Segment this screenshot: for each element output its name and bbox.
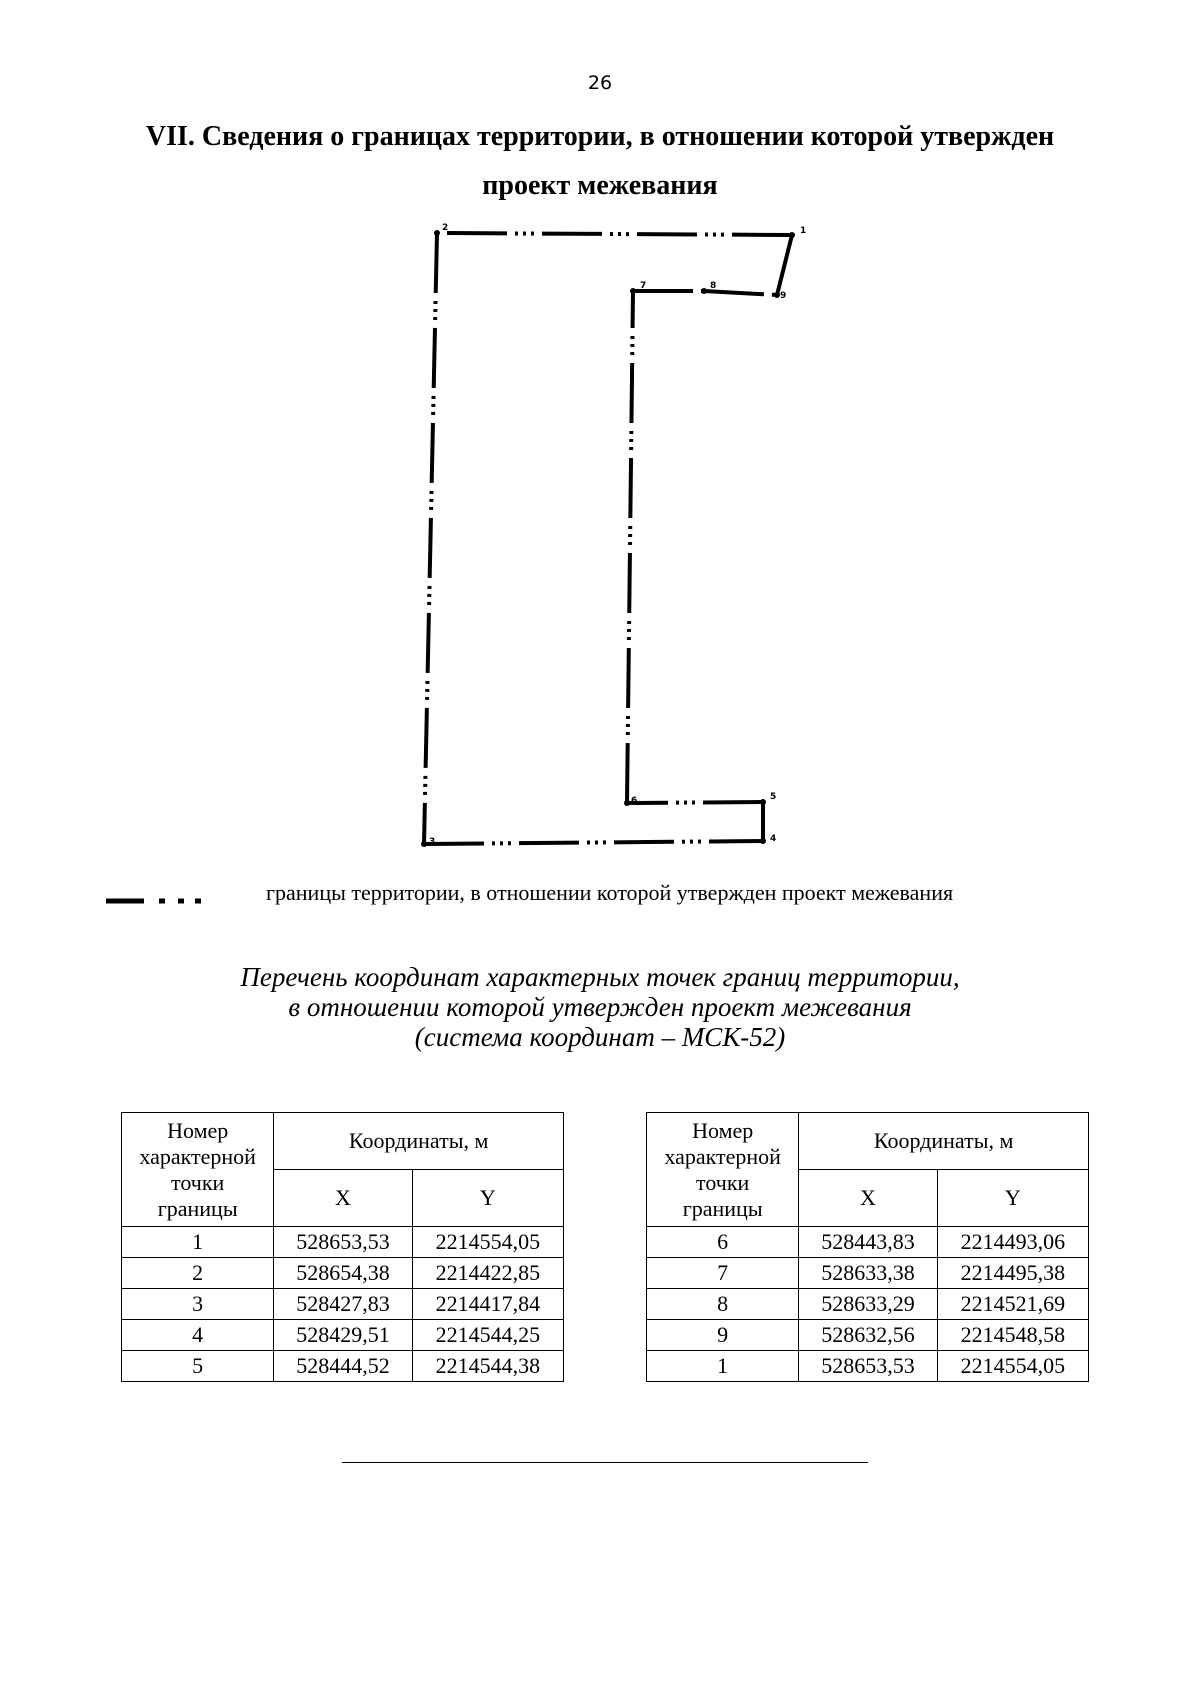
x-value: 528633,29 <box>799 1289 937 1320</box>
boundary-segment <box>432 423 433 483</box>
point-number-header <box>647 1113 799 1227</box>
x-value: 528444,52 <box>274 1351 412 1382</box>
boundary-point-label: 6 <box>631 796 638 806</box>
footer-rule <box>342 1462 868 1463</box>
boundary-lines <box>424 233 792 844</box>
header-text: Номер <box>692 1117 754 1143</box>
header-text: Номер <box>167 1117 229 1143</box>
point-number: 9 <box>647 1320 799 1351</box>
header-text: характерной <box>664 1143 781 1169</box>
caption-line-3: (система координат – МСК-52) <box>414 1022 786 1052</box>
x-value: 528632,56 <box>799 1320 937 1351</box>
caption-line-1: Перечень координат характерных точек границ территории, <box>240 962 960 992</box>
boundary-point <box>421 841 427 847</box>
y-value: 2214521,69 <box>937 1289 1088 1320</box>
point-number: 5 <box>122 1351 274 1382</box>
header-text: границы <box>682 1195 763 1221</box>
point-number: 6 <box>647 1227 799 1258</box>
boundary-segment <box>436 233 437 293</box>
y-value: 2214495,38 <box>937 1258 1088 1289</box>
boundary-segment <box>631 363 632 423</box>
y-value: 2214493,06 <box>937 1227 1088 1258</box>
boundary-points <box>421 223 806 847</box>
legend-label: границы территории, в отношении которой утвержден проект межевания <box>266 880 954 905</box>
point-number: 4 <box>122 1320 274 1351</box>
x-value: 528427,83 <box>274 1289 412 1320</box>
x-value: 528443,83 <box>799 1227 937 1258</box>
point-number: 3 <box>122 1289 274 1320</box>
y-header: Y <box>937 1170 1088 1227</box>
boundary-point-label: 7 <box>640 281 647 291</box>
table-row <box>647 1320 1089 1351</box>
boundary-segment <box>434 328 435 388</box>
boundary-segment <box>627 743 628 803</box>
table-row <box>647 1227 1089 1258</box>
boundary-segment <box>424 803 425 844</box>
y-value: 2214548,58 <box>937 1320 1088 1351</box>
boundary-point <box>434 230 440 236</box>
boundary-segment <box>777 237 792 295</box>
boundary-segment <box>629 553 630 613</box>
y-value: 2214417,84 <box>412 1289 563 1320</box>
table-row <box>122 1351 564 1382</box>
boundary-point-label: 5 <box>770 792 777 802</box>
coordinates-table-right <box>646 1112 1089 1382</box>
table-row <box>122 1227 564 1258</box>
point-number: 7 <box>647 1258 799 1289</box>
header-text: границы <box>157 1195 238 1221</box>
table-row <box>122 1258 564 1289</box>
boundary-point <box>701 288 707 294</box>
boundary-point-label: 3 <box>429 837 436 847</box>
y-value: 2214554,05 <box>937 1351 1088 1382</box>
y-value: 2214544,38 <box>412 1351 563 1382</box>
x-header: X <box>274 1170 412 1227</box>
boundary-point <box>624 800 630 806</box>
point-number: 8 <box>647 1289 799 1320</box>
x-value: 528653,53 <box>799 1351 937 1382</box>
boundary-point-label: 8 <box>710 281 717 291</box>
boundary-segment <box>519 843 579 844</box>
y-value: 2214554,05 <box>412 1227 563 1258</box>
table-row <box>647 1289 1089 1320</box>
boundary-point <box>760 838 766 844</box>
point-number-header <box>122 1113 274 1227</box>
y-value: 2214422,85 <box>412 1258 563 1289</box>
boundary-segment <box>704 291 764 294</box>
coordinates-header: Координаты, м <box>799 1113 1089 1170</box>
section-heading-line-1: VII. Сведения о границах территории, в отношении которой утвержден <box>145 121 1055 152</box>
coordinates-table-left <box>121 1112 564 1382</box>
x-value: 528653,53 <box>274 1227 412 1258</box>
table-row <box>647 1258 1089 1289</box>
table-row <box>647 1351 1089 1382</box>
header-text: точки <box>696 1169 750 1195</box>
boundary-segment <box>430 518 431 578</box>
x-value: 528633,38 <box>799 1258 937 1289</box>
boundary-segment <box>630 458 631 518</box>
boundary-point-label: 2 <box>442 223 449 233</box>
coordinates-caption <box>150 962 1050 1052</box>
boundary-point-label: 9 <box>780 291 787 301</box>
x-value: 528654,38 <box>274 1258 412 1289</box>
x-value: 528429,51 <box>274 1320 412 1351</box>
point-number: 2 <box>122 1258 274 1289</box>
y-value: 2214544,25 <box>412 1320 563 1351</box>
boundary-segment <box>428 613 429 673</box>
y-header: Y <box>412 1170 563 1227</box>
table-row <box>122 1289 564 1320</box>
boundary-segment <box>426 708 427 768</box>
section-heading-line-2: проект межевания <box>482 170 718 201</box>
boundary-point <box>760 799 766 805</box>
page-number: 26 <box>587 72 613 94</box>
boundary-point-label: 4 <box>770 834 777 844</box>
boundary-point <box>789 232 795 238</box>
boundary-segment <box>628 648 629 708</box>
x-header: X <box>799 1170 937 1227</box>
boundary-point-label: 1 <box>800 226 807 236</box>
caption-line-2: в отношении которой утвержден проект межевания <box>288 992 912 1022</box>
header-text: характерной <box>139 1143 256 1169</box>
point-number: 1 <box>647 1351 799 1382</box>
header-text: точки <box>171 1169 225 1195</box>
boundary-segment <box>614 842 674 843</box>
boundary-point <box>630 288 636 294</box>
point-number: 1 <box>122 1227 274 1258</box>
table-row <box>122 1320 564 1351</box>
coordinates-header: Координаты, м <box>274 1113 564 1170</box>
